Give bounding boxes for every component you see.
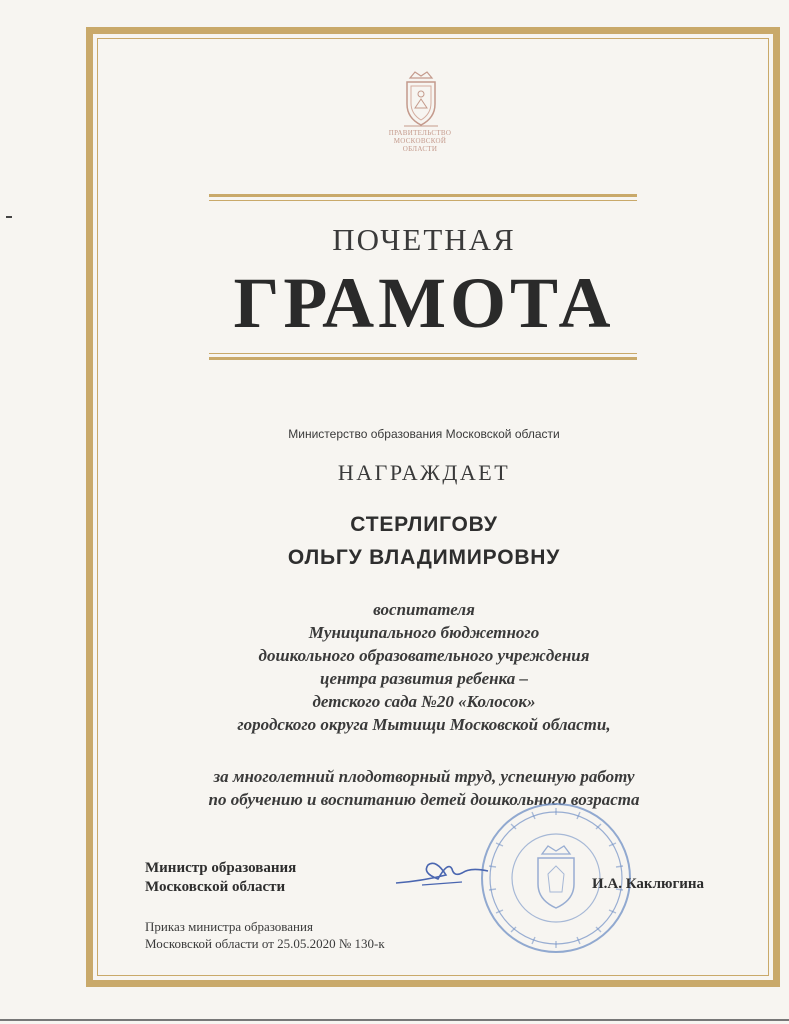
position-line: детского сада №20 «Колосок» <box>312 692 536 711</box>
signer-title-line: Московской области <box>145 879 286 895</box>
signer-name: И.А. Каклюгина <box>592 876 705 892</box>
position-line: Муниципального бюджетного <box>308 623 540 642</box>
coat-of-arms-icon <box>398 68 444 130</box>
order-line: Приказ министра образования <box>145 919 313 934</box>
signer-title <box>145 859 395 897</box>
order-line: Московской области от 25.05.2020 № 130-к <box>145 936 385 951</box>
awards-heading: НАГРАЖДАЕТ <box>337 460 511 485</box>
emblem-caption <box>370 129 470 153</box>
handwritten-signature <box>392 845 492 895</box>
position-line: городского округа Мытищи Московской области, <box>237 715 611 734</box>
emblem-caption-line: МОСКОВСКОЙ <box>393 137 447 145</box>
reason-line: за многолетний плодотворный труд, успешную работу <box>213 767 635 786</box>
order-reference <box>145 918 485 952</box>
scan-edge <box>0 1019 789 1021</box>
position-line: воспитателя <box>373 600 475 619</box>
position-line: дошкольного образовательного учреждения <box>258 646 590 665</box>
scan-mark <box>6 216 12 218</box>
recipient-surname: СТЕРЛИГОВУ <box>350 513 498 536</box>
ministry-name: Министерство образования Московской области <box>288 427 560 441</box>
recipient-position <box>150 598 698 736</box>
inner-gold-border <box>97 38 769 976</box>
emblem-caption-line: ПРАВИТЕЛЬСТВО <box>388 129 452 137</box>
signer-title-line: Министр образования <box>145 860 297 876</box>
title-bottom-rule <box>209 353 637 360</box>
position-line: центра развития ребенка – <box>319 669 528 688</box>
recipient-name: ОЛЬГУ ВЛАДИМИРОВНУ <box>287 546 561 569</box>
emblem-caption-line: ОБЛАСТИ <box>402 145 438 153</box>
title-top-rule <box>209 194 637 201</box>
title-small: ПОЧЕТНАЯ <box>332 222 516 257</box>
reason-line: по обучению и воспитанию детей дошкольного возраста <box>208 790 640 809</box>
title-big: ГРАМОТА <box>233 263 615 343</box>
